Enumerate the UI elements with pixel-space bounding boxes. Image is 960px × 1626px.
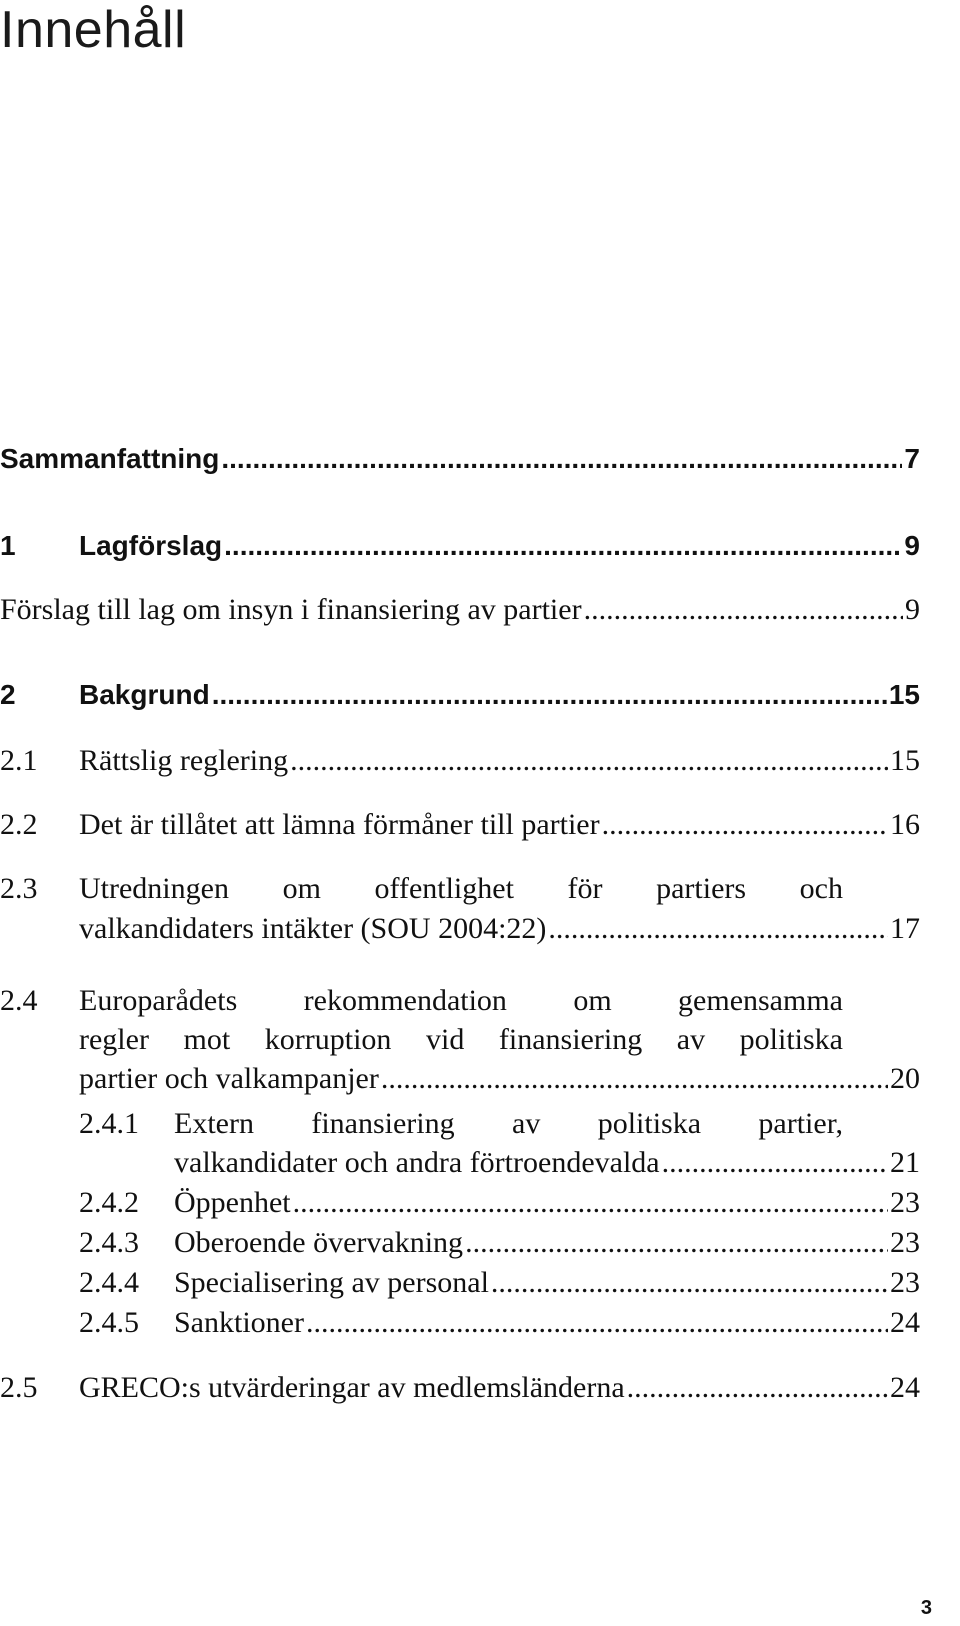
toc-section-number: 2.4.5 — [79, 1306, 139, 1339]
dot-leader — [224, 526, 902, 566]
toc-section-number: 2.4.1 — [79, 1107, 139, 1140]
toc-entry-title: partier och valkampanjer — [79, 1062, 379, 1095]
page-title: Innehåll — [0, 1, 187, 59]
toc-page-number: 24 — [890, 1306, 920, 1339]
dot-leader — [293, 1183, 888, 1223]
dot-leader — [221, 439, 902, 479]
toc-entry-title: GRECO:s utvärderingar av medlemsländerna — [79, 1371, 625, 1404]
toc-entry-title: Förslag till lag om insyn i finansiering av partier — [0, 593, 582, 626]
toc-page-number: 9 — [904, 530, 920, 561]
toc-entry-title-line: Utredningen om offentlighet för partiers och — [79, 872, 843, 905]
toc-entry-title: valkandidater och andra förtroendevalda — [174, 1146, 660, 1179]
toc-page-number: 21 — [890, 1146, 920, 1179]
dot-leader — [584, 590, 903, 630]
toc-section-number: 2.4 — [0, 984, 38, 1017]
toc-entry-title-line: Extern finansiering av politiska partier, — [174, 1107, 843, 1140]
toc-page-number: 15 — [890, 744, 920, 777]
toc-entry-title: Oberoende övervakning — [174, 1226, 464, 1259]
toc-section-number: 2.4.2 — [79, 1186, 139, 1219]
toc-page-number: 24 — [890, 1371, 920, 1404]
toc-page-number: 17 — [890, 912, 920, 945]
toc-entry-title-line: Europarådets rekommendation om gemensamma — [79, 984, 843, 1017]
dot-leader — [662, 1143, 888, 1183]
toc-page-number: 7 — [904, 443, 920, 474]
toc-section-number: 2 — [0, 679, 16, 710]
toc-page-number: 15 — [888, 679, 920, 710]
page-number: 3 — [920, 1597, 932, 1619]
toc-page-number: 20 — [890, 1062, 920, 1095]
toc-section-number: 1 — [0, 530, 16, 561]
toc-page-number: 23 — [890, 1186, 920, 1219]
dot-leader — [465, 1223, 888, 1263]
dot-leader — [548, 909, 888, 949]
toc-section-number: 2.2 — [0, 808, 38, 841]
toc-entry-title: Lagförslag — [79, 530, 223, 561]
dot-leader — [491, 1263, 888, 1303]
toc-entry-title: Det är tillåtet att lämna förmåner till partier — [79, 808, 600, 841]
dot-leader — [212, 675, 887, 715]
toc-section-number: 2.4.3 — [79, 1226, 139, 1259]
toc-entry-title: Öppenhet — [174, 1186, 291, 1219]
dot-leader — [627, 1368, 888, 1408]
toc-entry-title: Specialisering av personal — [174, 1266, 489, 1299]
dot-leader — [381, 1059, 888, 1099]
toc-entry-title: Sanktioner — [174, 1306, 304, 1339]
dot-leader — [290, 741, 888, 781]
toc-entry-title: Rättslig reglering — [79, 744, 289, 777]
toc-page-number: 16 — [890, 808, 920, 841]
toc-entry-title: valkandidaters intäkter (SOU 2004:22) — [79, 912, 547, 945]
dot-leader — [306, 1303, 888, 1343]
toc-section-number: 2.5 — [0, 1371, 38, 1404]
toc-page-number: 23 — [890, 1226, 920, 1259]
toc-entry-title-line: regler mot korruption vid finansiering av politiska — [79, 1023, 843, 1056]
toc-page-number: 23 — [890, 1266, 920, 1299]
toc-section-number: 2.1 — [0, 744, 38, 777]
toc-section-number: 2.3 — [0, 872, 38, 905]
toc-section-number: 2.4.4 — [79, 1266, 139, 1299]
dot-leader — [602, 805, 888, 845]
toc-entry-title: Sammanfattning — [0, 443, 220, 474]
toc-page-number: 9 — [905, 593, 920, 626]
toc-entry-title: Bakgrund — [79, 679, 210, 710]
